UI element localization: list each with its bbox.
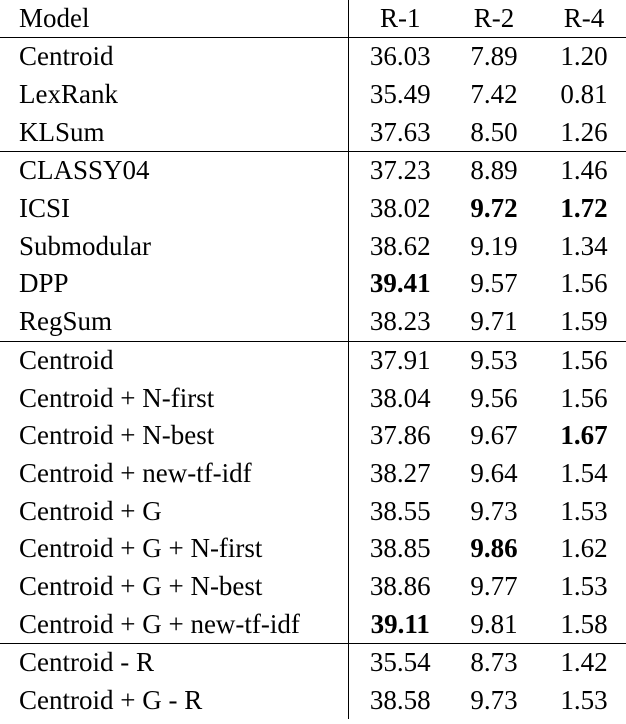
model-name-cell: KLSum [0, 113, 348, 151]
header-r2: R-2 [448, 0, 540, 38]
r1-score-cell: 38.62 [369, 230, 431, 261]
table-row [0, 644, 626, 682]
r4-score-cell: 1.34 [560, 230, 608, 261]
model-name-cell: Submodular [0, 227, 348, 265]
table-row [0, 682, 626, 720]
r2-score-cell: 9.73 [470, 495, 518, 526]
model-name-cell: Centroid + G + N-best [0, 568, 348, 606]
header-r4: R-4 [540, 0, 626, 38]
r1-score-cell: 37.91 [348, 341, 448, 379]
r1-score-cell: 39.11 [370, 608, 430, 639]
model-name-cell: Centroid + N-best [0, 417, 348, 455]
table-row [0, 455, 626, 493]
r2-score-cell: 7.89 [448, 38, 540, 76]
r4-score-cell: 1.26 [560, 116, 608, 147]
table-row [0, 227, 626, 265]
table-body [0, 38, 626, 720]
table-row [0, 379, 626, 417]
model-name-cell: LexRank [0, 76, 348, 114]
table-row [0, 113, 626, 151]
r1-score-cell: 38.02 [369, 193, 431, 224]
model-name-cell: CLASSY04 [0, 152, 348, 190]
r4-score-cell: 1.72 [560, 193, 608, 224]
table-row [0, 152, 626, 190]
table-row [0, 38, 626, 76]
model-name-cell: Centroid + G + new-tf-idf [0, 605, 348, 643]
r2-score-cell: 9.56 [470, 382, 518, 413]
r1-score-cell: 39.41 [369, 268, 431, 299]
r2-score-cell: 7.42 [470, 79, 518, 110]
r2-score-cell: 9.73 [470, 685, 518, 716]
r2-score-cell: 8.50 [470, 116, 518, 147]
table-row [0, 530, 626, 568]
r4-score-cell: 1.42 [540, 644, 626, 682]
r2-score-cell: 8.89 [448, 152, 540, 190]
r4-score-cell: 1.56 [560, 268, 608, 299]
r1-score-cell: 38.27 [369, 457, 431, 488]
r2-score-cell: 9.64 [470, 457, 518, 488]
r1-score-cell: 35.54 [348, 644, 448, 682]
model-name-cell: Centroid + G + N-first [0, 530, 348, 568]
r4-score-cell: 1.46 [540, 152, 626, 190]
r2-score-cell: 9.67 [470, 420, 518, 451]
r4-score-cell: 1.53 [560, 570, 608, 601]
r4-score-cell: 1.67 [560, 420, 608, 451]
table-row [0, 605, 626, 643]
r1-score-cell: 37.86 [369, 420, 431, 451]
r4-score-cell: 1.56 [540, 341, 626, 379]
r2-score-cell: 8.73 [448, 644, 540, 682]
table-row [0, 568, 626, 606]
model-name-cell: Centroid + N-first [0, 379, 348, 417]
model-name-cell: DPP [0, 265, 348, 303]
r1-score-cell: 38.85 [369, 533, 431, 564]
r4-score-cell: 1.20 [540, 38, 626, 76]
r1-score-cell: 38.23 [369, 306, 431, 337]
r1-score-cell: 38.04 [369, 382, 431, 413]
r2-score-cell: 9.72 [470, 193, 518, 224]
table-row [0, 190, 626, 228]
r2-score-cell: 9.57 [470, 268, 518, 299]
r1-score-cell: 35.49 [369, 79, 431, 110]
r2-score-cell: 9.81 [470, 608, 518, 639]
table-row [0, 76, 626, 114]
r1-score-cell: 36.03 [348, 38, 448, 76]
model-name-cell: Centroid + G - R [0, 682, 348, 720]
table-header [0, 0, 626, 38]
r1-score-cell: 38.58 [369, 685, 431, 716]
r4-score-cell: 1.54 [560, 457, 608, 488]
r4-score-cell: 1.59 [560, 306, 608, 337]
r2-score-cell: 9.19 [470, 230, 518, 261]
r4-score-cell: 1.56 [560, 382, 608, 413]
table-row [0, 341, 626, 379]
table-row [0, 492, 626, 530]
r2-score-cell: 9.77 [470, 570, 518, 601]
table-row [0, 265, 626, 303]
model-name-cell: Centroid [0, 341, 348, 379]
r4-score-cell: 1.58 [560, 608, 608, 639]
r2-score-cell: 9.71 [470, 306, 518, 337]
r4-score-cell: 0.81 [560, 79, 608, 110]
r2-score-cell: 9.86 [470, 533, 518, 564]
r2-score-cell: 9.53 [448, 341, 540, 379]
r4-score-cell: 1.53 [560, 495, 608, 526]
r4-score-cell: 1.53 [560, 685, 608, 716]
table-row [0, 417, 626, 455]
r4-score-cell: 1.62 [560, 533, 608, 564]
r1-score-cell: 38.86 [369, 570, 431, 601]
model-name-cell: Centroid - R [0, 644, 348, 682]
model-name-cell: Centroid + new-tf-idf [0, 455, 348, 493]
header-r1: R-1 [348, 0, 448, 38]
model-name-cell: Centroid + G [0, 492, 348, 530]
model-name-cell: ICSI [0, 190, 348, 228]
r1-score-cell: 37.63 [369, 116, 431, 147]
r1-score-cell: 38.55 [369, 495, 431, 526]
r1-score-cell: 37.23 [348, 152, 448, 190]
header-row [0, 0, 626, 38]
header-model: Model [0, 0, 348, 38]
model-name-cell: Centroid [0, 38, 348, 76]
table-row [0, 303, 626, 341]
model-name-cell: RegSum [0, 303, 348, 341]
